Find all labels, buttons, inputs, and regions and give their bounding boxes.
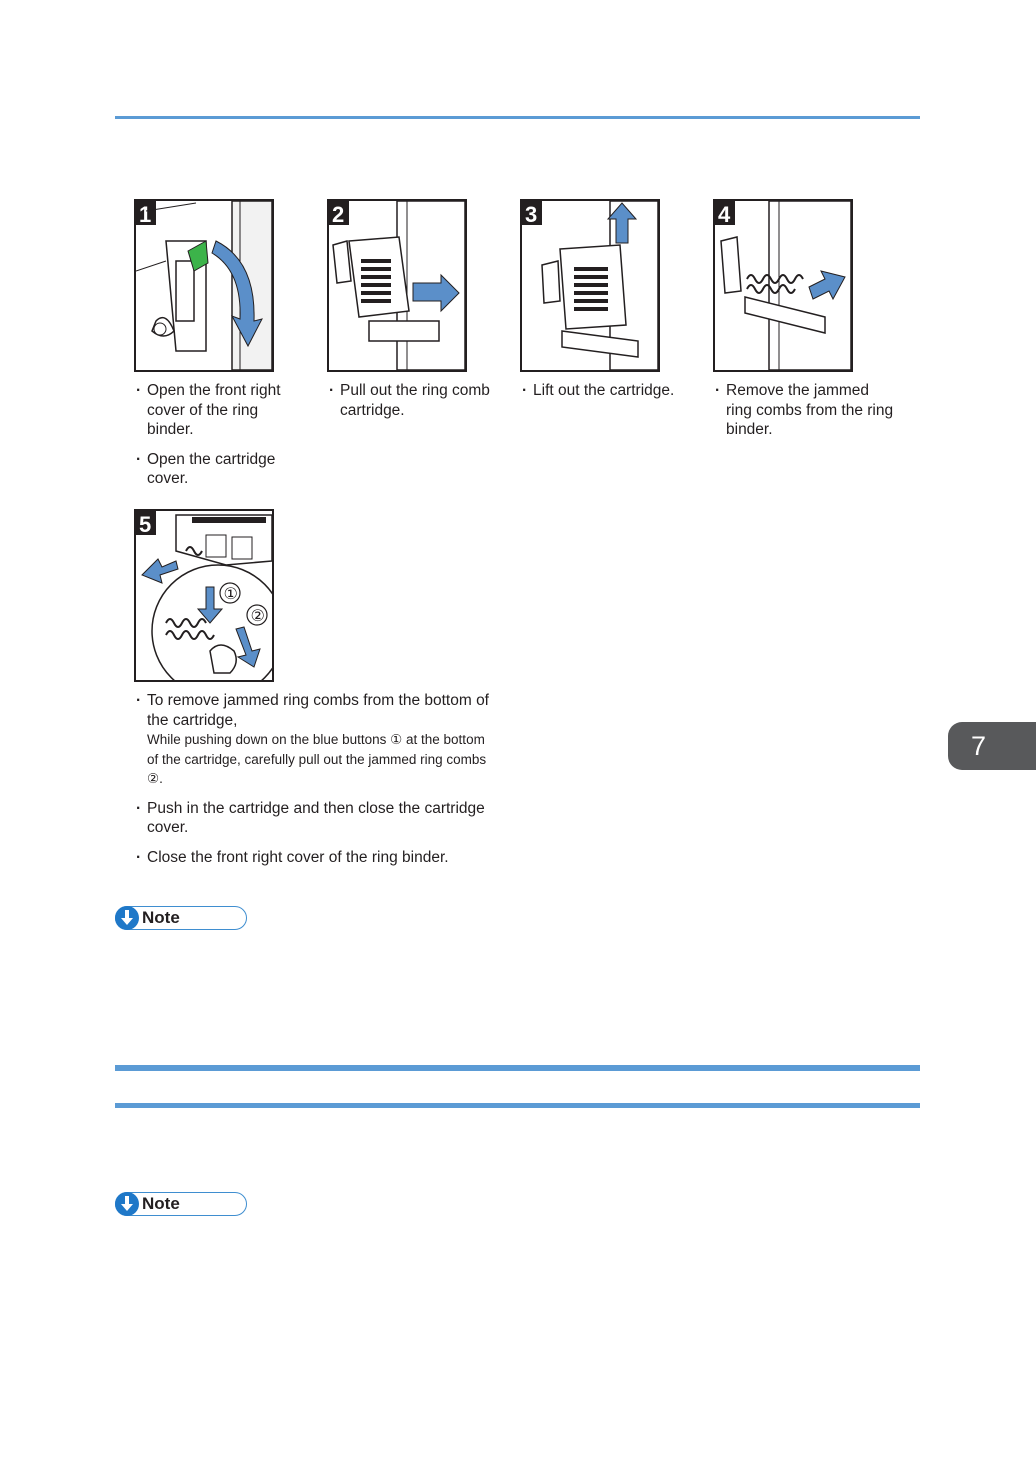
step-text: · Open the front right cover of the ring binder. bbox=[147, 382, 281, 438]
step-text: · Pull out the ring comb cartridge. bbox=[340, 382, 490, 419]
step-sub-note: While pushing down on the blue buttons ① at the bottom of the cartridge, carefully pull out the jammed ring combs ②. bbox=[147, 732, 487, 786]
step-text: · Remove the jammed ring combs from the ring binder. bbox=[726, 382, 894, 438]
note-label: Note bbox=[142, 908, 180, 927]
step-number: 4 bbox=[718, 202, 731, 227]
step-2-caption bbox=[329, 381, 499, 430]
step-3-caption bbox=[522, 381, 692, 411]
step-text: · To remove jammed ring combs from the bottom of the cartridge, bbox=[147, 692, 489, 729]
step-2-illustration bbox=[327, 199, 467, 372]
step-1-illustration bbox=[134, 199, 274, 372]
step-number: 3 bbox=[525, 202, 538, 227]
step-text: · Lift out the cartridge. bbox=[533, 382, 675, 399]
header-rule bbox=[115, 116, 920, 119]
step-4-caption bbox=[715, 381, 895, 450]
note-heading bbox=[115, 906, 247, 931]
step-1-caption bbox=[136, 381, 306, 499]
callout-2: ② bbox=[250, 606, 265, 625]
step-text: · Open the cartridge cover. bbox=[147, 450, 276, 487]
down-arrow-icon bbox=[115, 906, 139, 930]
callout-1: ① bbox=[223, 584, 238, 603]
chapter-tab: 7 bbox=[948, 722, 1036, 770]
step-number: 1 bbox=[139, 202, 152, 227]
step-5-caption bbox=[136, 691, 496, 877]
step-text: · Push in the cartridge and then close the cartridge cover. bbox=[147, 799, 485, 836]
section-rule-top bbox=[115, 1065, 920, 1071]
step-number: 5 bbox=[139, 512, 152, 537]
step-text: · Close the front right cover of the ring binder. bbox=[147, 848, 449, 866]
note-label: Note bbox=[142, 1194, 180, 1213]
step-4-illustration bbox=[713, 199, 853, 372]
step-5-illustration bbox=[134, 509, 274, 682]
step-3-illustration bbox=[520, 199, 660, 372]
step-number: 2 bbox=[332, 202, 345, 227]
down-arrow-icon bbox=[115, 1192, 139, 1216]
section-rule-bottom bbox=[115, 1103, 920, 1108]
note-heading bbox=[115, 1192, 247, 1217]
